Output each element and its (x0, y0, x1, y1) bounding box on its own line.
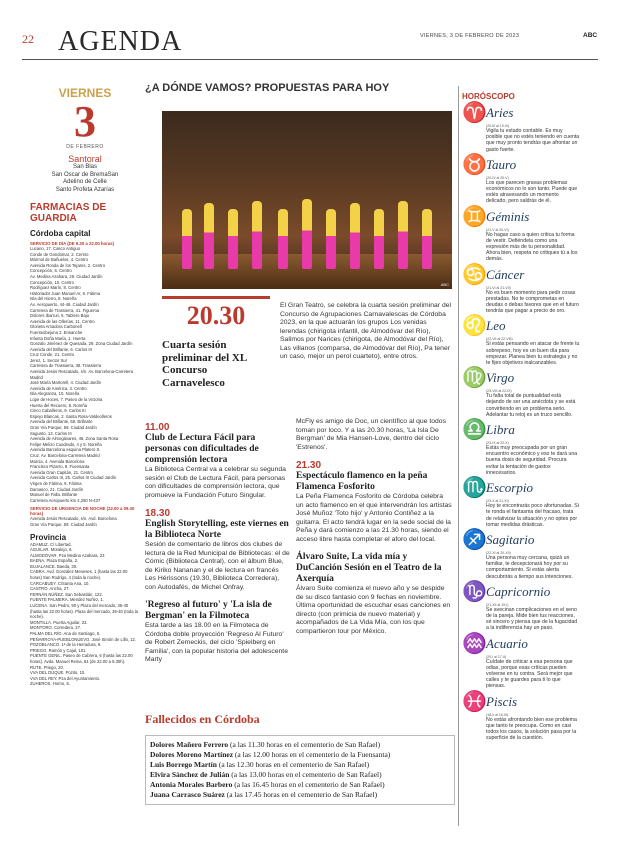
sign-name: Piscis (486, 693, 518, 709)
pharmacy-item: Carretera Aeropuerto km 4,250 N-437 (30, 497, 101, 503)
death-name: Juana Carrasco Suárez (150, 790, 225, 799)
death-name: Dolores Mañero Ferrero (150, 740, 229, 749)
pharmacy-item: Avenida Carlos III, 25. Carlos III Ciudad Jardín (30, 475, 117, 481)
province-item: FUENTE PALMERA. Mendez Nuñez, 1. (30, 597, 104, 603)
libra-icon: ♎ (462, 419, 487, 442)
pharmacy-item: Avenida Barcelona esquina Platero S. (30, 447, 101, 453)
pharmacy-item: Avenida del Brillante, 58. Brillante (30, 419, 93, 425)
pharmacy-item: Marcia, 4. Avenida Barcelona (30, 458, 85, 464)
issue-date: VIERNES, 3 DE FEBRERO DE 2023 (420, 33, 520, 39)
province-item: CABRA. Avd. González Meneses, 1 (hasta las 22.00 horas) San Rodrigo, 4 (toda la noche). (30, 569, 128, 581)
sign-sagitario (462, 529, 580, 580)
carnival-photo (162, 111, 452, 289)
pharmacy-item: Isla del Hierro, 8. Noreña (30, 296, 77, 302)
event-body-continued: McFly es amigo de Doc, un científico al que todos toman por loco. Y a las 20.30 horas, 'La Isla De Bergman' de Mia Hansen-Love, dentro del ciclo 'Estrenos'. (296, 418, 446, 451)
sign-name: Virgo (486, 370, 515, 386)
sign-text: Vigila tu estado contable. Es muy posible que no estés teniendo en cuenta que muy pronto tendrás que afrontar un gasto fuerte. (486, 128, 580, 153)
pharmacy-item: Virgen de Fátima, 9. Fátima (30, 480, 82, 486)
pharmacy-item: Avenida de las Ollerías, 11. Centro (30, 318, 95, 324)
sign-name: Libra (486, 422, 515, 438)
pharmacy-item: Carretera de Trassierra, 38. Trassierra (30, 363, 102, 369)
province-item: RUTE. Priego, 20. (30, 664, 64, 670)
tauro-icon: ♉ (462, 153, 487, 176)
photo-credit: ABC (440, 282, 449, 287)
sign-header (462, 315, 580, 337)
event-headline: English Storytelling, este viernes en la Biblioteca Norte (145, 519, 289, 540)
sign-géminis (462, 206, 580, 263)
sign-dates: (18-II al 19-III) (486, 712, 508, 717)
event-body: La Biblioteca Central va a celebrar su segunda sesión el Club de Lectura Fácil, para personas con dificultades de comprensión lectora, que promueve la Fundación Futuro Singular. (145, 466, 286, 499)
sign-dates: (21-VI al 21-VII) (486, 285, 511, 290)
pharmacy-list (30, 246, 140, 503)
horoscope-title: HORÓSCOPO (462, 92, 515, 101)
province-item: LUCENA. San Pedro, 90 y Plaza del mercado, 36-40 (hasta las 22.00 horas). Plaza del mercado, 36-40 (toda la noche). (30, 603, 139, 620)
performer (228, 209, 238, 269)
sign-name: Capricornio (486, 583, 551, 599)
death-name: Luis Borrego Martín (150, 760, 217, 769)
brand-label: ABC (583, 32, 598, 39)
page-title: AGENDA (58, 26, 183, 57)
sign-header (462, 691, 580, 713)
left-column (30, 86, 140, 687)
sign-header (462, 581, 580, 603)
sign-tauro (462, 154, 580, 205)
aries-icon: ♈ (462, 102, 487, 124)
performer (398, 201, 408, 269)
province-item: CASTRO. Ancha, 27. (30, 586, 70, 592)
sign-name: Acuario (486, 635, 528, 651)
deaths-section (145, 712, 455, 805)
pharmacy-item: Avenida Jesús Rescatado, s/n. Av. Barcelona-Carretera Madrid (30, 369, 134, 380)
pharmacy-item: Cruz Conde, 21. Centro (30, 352, 75, 358)
sign-header (462, 206, 580, 228)
weekday: VIERNES (58, 86, 112, 100)
pharmacy-item: Avenida de Almogávares, 46. Zona Santa Rosa (30, 436, 119, 442)
event-body: La Peña Flamenca Fosforito de Córdoba celebra un acto flamenco en el que intervendrán los artistas José Muñoz 'Toto hijo' y Antonio Contiñez a la guitarra. El acto tendrá lugar en la sede social de la Peña y dará comienzo a las 21.30 horas, siendo el acceso libre hasta completar el aforo del local. (296, 493, 452, 543)
death-name: Dolores Moreno Martínez (150, 750, 234, 759)
sign-header (462, 529, 580, 551)
event-col-1 (145, 422, 290, 665)
event-body: Sesión de comentario de libros dos clubes de lectura de la Red Municipal de Bibliotecas: el de Cómic (Biblioteca Central), con el álbum Blue, de Kiriko Nananan y el de lectura en francés Les Hérissons (19.30, Biblioteca Corredera), con Autodafés, de Michel Onfray. (145, 541, 290, 591)
sign-text: No es buen momento para pedir cosas prestadas. No te comprometas en deudas o debas favores que en el futuro tendrás que pagar a precio de oro. (486, 289, 579, 315)
day-number: 3 (74, 97, 96, 146)
sign-text: Una persona muy cercana, quizá un familiar, te decepcionará hoy por su comportamiento. Si estás alerta descubrirás a tiempo sus intenciones. (486, 554, 573, 580)
province-item: PUENTE GENIL. Paseo de Cabrera, 6 (hasta las 22.00 horas). Avda. Manuel Reina, 64 (de 22.00 a 9.30h). (30, 653, 133, 664)
death-detail: (a las 13.00 horas en el cementerio de San Rafael) (231, 770, 382, 779)
urgency-item: Gran Vía Parque, 59. Ciudad Jardín (30, 521, 97, 527)
servicio-dia: SERVICIO DE DÍA (DE 9.30 a 22.00 horas) (30, 241, 115, 246)
pharmacy-item: Avenida Gran Capitán, 21. Centro (30, 469, 94, 475)
province-item: BUJALANCE. Baeda, 30. (30, 563, 78, 569)
sign-dates: (23-X al 21-XI) (486, 499, 509, 504)
province-item: ZUHEROS. Horno, 6. (30, 681, 71, 687)
death-detail: (a las 17.45 horas en el cementerio de San Rafael) (226, 790, 378, 799)
province-item: VVA DEL REY. Pza del Ayuntamiento. (30, 675, 101, 681)
virgo-icon: ♍ (462, 367, 487, 390)
sign-header (462, 102, 580, 124)
sign-leo (462, 315, 580, 366)
signs-list (462, 102, 580, 741)
urgency-item: Avenida Jesús Rescatado, s/n. Avd. Barcelona (30, 516, 117, 522)
pharmacy-item: Avenida Ronda de los Tejares, 2. Centro (30, 262, 106, 268)
pharmacy-item: Gran Vía Parque, 59. Ciudad Jardín (30, 425, 97, 430)
sign-text: Tu falta total de puntualidad está dejando de ser una anécdota y se está convirtiendo en un problema serio. Adelantar tu reloj es un truco sencillo. (486, 393, 576, 418)
event-body: Álvaro Suite comienza el nuevo año y se despide de su disco fantasio con 9 fechas en noviembre. Última oportunidad de escuchar esas canciones en directo (con primicia de nuevo material) y acompañados de La Vida Mía, con los que compartieron tour por México. (296, 585, 451, 635)
province-item: FERNÁN NÚÑEZ. San Sebastián, 122. (30, 591, 103, 597)
main-event-headline: Cuarta sesión preliminar del XL Concurso Carnavelesco (162, 339, 247, 389)
province-item: VVA DEL DUQUE. Pozito, 10. (30, 670, 86, 676)
sign-header (462, 419, 580, 441)
saint-item: Santo Profeta Azarías (55, 186, 115, 193)
performer (252, 201, 262, 269)
sign-capricornio (462, 581, 580, 632)
province-item: MONTILLA. Puerta Aguilar, 33. (30, 619, 88, 625)
main-event-body: El Gran Teatro, se celebra la cuarta sesión preliminar del Concurso de Agrupaciones Carnavalescas de Córdoba 2023, en la que actuarán los grupos Los venidas lerendas (chirigota infantil, de Almodóvar del Río), Salimos por Narices (chirigota, de Almodóvar del Río), Las villanos (comparsa, de Almodóvar del Río), Pa tener un caso, mejor un perol cuarteto), entre otros. (280, 302, 452, 360)
province-item: POZOBLANCO. 1ª de la Herradura, 9. (30, 642, 102, 648)
sign-header (462, 633, 580, 655)
sign-libra (462, 419, 580, 476)
province-item: PRIEGO. Ramón y Cajal, 101. (30, 647, 87, 653)
sign-dates: (20-III al 19-IV) (486, 124, 510, 128)
pharmacy-item: Cinco Caballeros, 9. Carlos III (30, 408, 86, 414)
sign-name: Sagitario (486, 531, 535, 547)
sign-dates: (20-IV al 20-V) (486, 175, 509, 180)
sign-name: Leo (486, 318, 506, 334)
sign-dates: (20-I al 17-II) (486, 654, 507, 659)
pharmacy-item: Francisco Pizarro, 8. Fuensanta (30, 464, 90, 470)
performer (374, 209, 384, 269)
death-name: Antonia Morales Barbero (150, 780, 233, 789)
sign-header (462, 154, 580, 176)
pharmacy-item: Manuel de Falla. Brillante (30, 492, 78, 498)
province-list (30, 542, 140, 687)
performer (182, 209, 192, 269)
sign-text: Estás muy preocupada por un gran encuentro económico y eso te dará una buena dosis de seguridad. Procura evitar la tentación de gastos innecesarios. (486, 445, 578, 476)
pharmacy-item: Av. Medina Azahara, 29. Ciudad Jardín (30, 273, 103, 279)
event-headline: Club de Lectura Fácil para personas con dificultades de comprensión lectora (145, 433, 259, 465)
sign-name: Aries (486, 105, 514, 120)
sign-name: Escorpio (486, 480, 533, 496)
event-body: Esta tarde a las 18.00 en la Filmoteca de Córdoba doble proyección 'Regreso Al Futuro' de Robert Zemeckis, del ciclo 'Spielberg en Familia', con la popular historia del adolescente Marty (145, 622, 288, 663)
pharmacy-item: Fuenteobejuna 2. Ensanche (30, 329, 83, 335)
death-row (150, 770, 450, 780)
province-item: ADAMUZ. C/ Libertad. (30, 541, 72, 547)
saints-list (30, 164, 140, 194)
sign-text: Se avecinan complicaciones en el seno de la pareja. Mide bien tus reacciones, sé sincero y piensa que de la fugacidad a la indiferencia hay un paso. (486, 606, 578, 632)
pharmacy-item: Lucano, 17. Casco Antiguo (30, 246, 81, 251)
sign-text: No hagas caso a quien critica tu forma de vestir. Defiéndela como una expresión más de tu personalidad. Ahora bien, respeta no critiques tú a los demás. (486, 231, 578, 263)
sign-piscis (462, 691, 580, 742)
servicio-urgencia: SERVICIO DE URGENCIA DE NOCHE (22.00 a 09.30 horas) (30, 506, 135, 517)
pharmacy-item: Lope de Hoces, 7. Paseo de la Victoria (30, 397, 103, 403)
pharmacy-item: Infanta Doña María, 1. Huerta (30, 335, 86, 341)
performer (350, 203, 360, 269)
sign-cáncer (462, 264, 580, 315)
pharmacy-item: Mármol de Bañuelos, 4. Centro (30, 257, 88, 263)
pharmacy-item: Av. Aeropuerto, 44-46. Ciudad Jardín (30, 301, 99, 307)
pharmacy-item: Avenida del Brillante, 6. Carlos III (30, 346, 92, 352)
event-col-2 (296, 418, 452, 636)
saint-item: San Oscar de BremaSan (51, 171, 119, 178)
pharmacy-item: Sagunto, 13. Carlos III (30, 430, 72, 436)
event-headline: Espectáculo flamenco en la peña Flamenca Fosforito (296, 471, 428, 492)
province-item: MONTORO. Corredera, 27. (30, 625, 82, 631)
sign-text: Si estás pensando en atacar de frente tu sobrepeso, hoy es un buen día para empezar. Planea bien tu estrategia y no te fijes objetivos inalcanzables. (486, 341, 580, 367)
sign-text: Cuídate de criticar a esa persona que odias, porque esas críticas pueden volverse en tu contra. Será mejor que calles y te guardes para ti lo que piensas. (486, 658, 573, 690)
sign-dates: (22-XI al 20-XII) (486, 550, 511, 555)
saint-item: San Blas (72, 164, 97, 170)
géminis-icon: ♊ (462, 205, 487, 228)
sagitario-icon: ♐ (462, 528, 487, 551)
capital-title: Córdoba capital (30, 229, 91, 238)
pharmacy-item: Concepción, 6. Centro (30, 268, 72, 274)
province-item: CARCABUEY. C/Santa Ana, 10. (30, 580, 90, 586)
sign-text: Los que parecen gravas problemas económicos no lo son tanto. Puede que estés atravesando un momento delicado, pero saldrás de él. (486, 179, 578, 205)
escorpio-icon: ♏ (462, 477, 487, 500)
death-row (150, 750, 450, 760)
performer (422, 209, 432, 269)
sign-acuario (462, 633, 580, 690)
kicker-red: ¿A DÓNDE VAMOS? (145, 82, 252, 94)
death-row (150, 780, 450, 790)
pharmacy-item: Conde de Gondomar, 2. Centro (30, 251, 89, 257)
cáncer-icon: ♋ (462, 263, 487, 286)
sign-text: No estás afrontando bien ese problema que tanto te preocupa. Como en casi todos los casos, la solución pasa por la superficie de la cuestión. (486, 716, 577, 742)
pharmacy-item: Felipe Melizo Cuadrado, 4 y 5. Noreña (30, 441, 102, 447)
death-row (150, 740, 450, 750)
death-detail: (a las 12.00 horas en el cementerio de la Fuensanta) (234, 750, 391, 759)
performer (326, 209, 336, 269)
death-name: Elvira Sánchez de Julián (150, 770, 230, 779)
pharmacy-item: Historiador Juan Manuel Ar, 6. Fátima (30, 290, 101, 296)
pharmacy-item: Espejo Blancas, 2. Santa Rosa-Valdeolleros (30, 413, 112, 419)
urgency-list (30, 516, 140, 527)
performer (204, 203, 214, 269)
event-headline: 'Regreso al futuro' y 'La isla de Bergman' en la Filmoteca (145, 600, 272, 621)
farmacias-title: FARMACIAS DE GUARDIA (30, 202, 107, 224)
performer (302, 199, 312, 269)
pharmacy-item: Gonzalo Jiménez de Quesada, 29. Zona Ciudad Jardín (30, 341, 133, 347)
piscis-icon: ♓ (462, 690, 487, 713)
death-row (150, 790, 450, 800)
province-item: PALMA DEL RÍO. Ana de Santiago, 6. (30, 631, 101, 636)
header-divider (22, 59, 598, 60)
event-time: 11.00 (145, 422, 170, 433)
month: DE FEBRERO (66, 144, 104, 150)
death-detail: (a las 11.30 horas en el cementerio de San Rafael) (230, 740, 381, 749)
santoral-title: Santoral (68, 154, 102, 164)
leo-icon: ♌ (462, 315, 487, 338)
sign-aries (462, 102, 580, 153)
pharmacy-item: Avenida de América, 3. Centro (30, 385, 87, 391)
sign-dates: (23-IX al 22-X) (486, 441, 509, 446)
sign-dates: (21-V al 20-VI) (486, 227, 509, 232)
province-item: BAENA. Plaza España, 2. (30, 558, 79, 564)
sign-text: Hoy te encontrarás poco afortunadas. Si te ronda el fantasma del fracaso, trata de relativizar la situación y no optes por tomar medidas drásticas. (486, 503, 579, 528)
sign-header (462, 367, 580, 389)
main-event-box (162, 296, 270, 389)
event-headline: Álvaro Suite, La vida mía y DuCanción Sesión en el Teatro de la Axerquía (296, 552, 442, 584)
sign-header (462, 264, 580, 286)
acuario-icon: ♒ (462, 632, 487, 655)
sign-dates: (23-VIII al 22-IX) (486, 389, 512, 394)
deaths-box (145, 735, 455, 805)
sign-name: Géminis (486, 208, 530, 224)
pharmacy-item: Isla Alegranza, 10. Noreña (30, 391, 80, 397)
sign-name: Cáncer (486, 266, 525, 282)
pharmacy-item: Glorieta Amadora Carbonell (30, 324, 82, 330)
pharmacy-item: Rodríguez Marín, 8. Centro (30, 285, 81, 291)
province-item: ALMODÓVAR. Pza Medina Azahara, 23 (30, 552, 105, 558)
pharmacy-item: Carretera de Trassierra, 41. Figueroa (30, 307, 100, 313)
pharmacy-item: Huerta del Recuero, 8. Noreña (30, 402, 88, 408)
performer (278, 209, 288, 269)
death-detail: (a las 12.30 horas en el cementerio de San Rafael) (218, 760, 370, 769)
death-detail: (a las 16.45 horas en el cementerio de San Rafael) (234, 780, 385, 789)
sign-dates: (22-VII al 22-VIII) (486, 337, 513, 342)
sign-header (462, 477, 580, 499)
pharmacy-item: Dolores Ibarruri, 5. Tablero Bajo (30, 313, 90, 319)
page-number: 22 (22, 32, 34, 46)
sign-name: Tauro (486, 156, 517, 172)
death-row (150, 760, 450, 770)
sign-virgo (462, 367, 580, 418)
kicker-dark: PROPUESTAS PARA HOY (254, 82, 390, 94)
column-divider (458, 86, 459, 826)
pharmacy-item: Damasco, 21. Ciudad Jardín (30, 486, 84, 492)
horoscope-column (462, 92, 580, 741)
province-item: AGUILAR. Moralejo, 6. (30, 547, 73, 553)
sign-dates: (21-XII al 19-I) (486, 602, 509, 607)
province-item: PEÑARROYA-PUEBLONUEVO. José Simón de Lillo, 12. (30, 636, 137, 642)
pharmacy-item: Jerez, 1. Sector Sur (30, 357, 68, 363)
main-event-time: 20.30 (186, 301, 246, 330)
event-time: 21.30 (296, 460, 322, 471)
pharmacy-item: José María Martorell, 4. Ciudad Jardín (30, 380, 102, 386)
capricornio-icon: ♑ (462, 580, 487, 603)
event-time: 18.30 (145, 508, 171, 519)
sign-escorpio (462, 477, 580, 528)
pharmacy-item: Cruz. Av. Barcelona-Carretera Madrid (30, 452, 100, 458)
deaths-title: Fallecidos en Córdoba (145, 712, 260, 726)
kicker (145, 82, 455, 94)
pharmacy-item: Concepción, 10. Centro (30, 279, 74, 285)
saint-item: Adelino de Celle (63, 179, 107, 185)
provincia-title: Provincia (30, 532, 67, 542)
